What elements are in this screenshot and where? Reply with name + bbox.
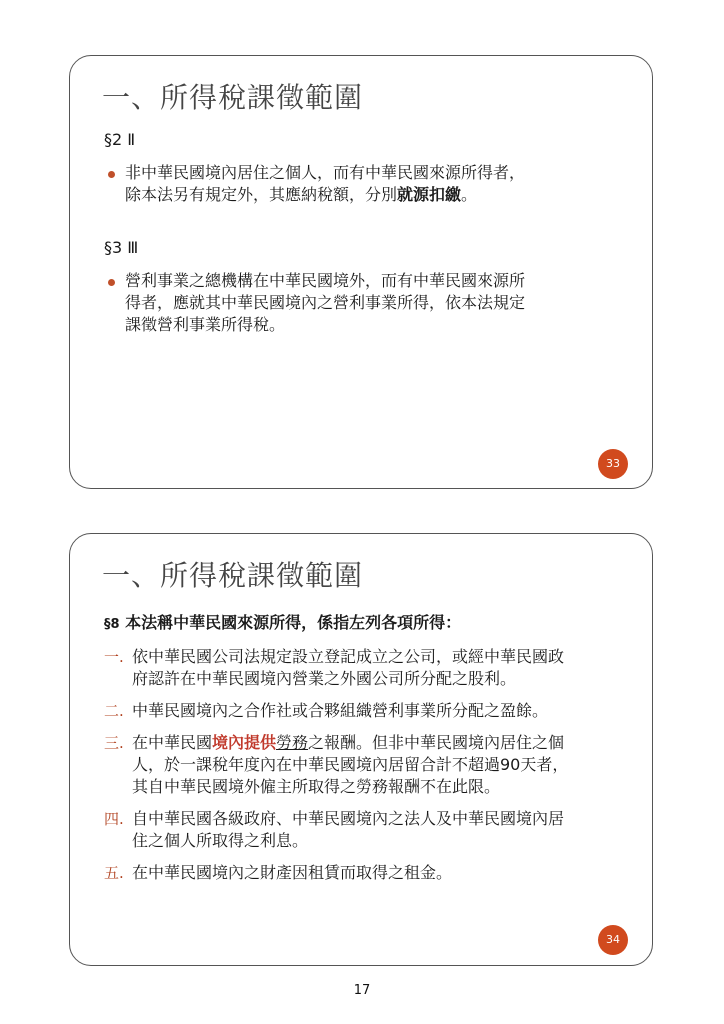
bullet-text: 營利事業之總機構在中華民國境外，而有中華民國來源所 得者，應就其中華民國境內之營利事業所得，依本法規定 課徵營利事業所得稅。: [125, 271, 526, 334]
list-item: [104, 862, 634, 884]
list-item: [104, 808, 634, 852]
item-text: 在中華民國境內提供勞務之報酬。但非中華民國境內居住之個 人，於一課稅年度內在中華民國境內居留合計不超過90天者， 其自中華民國境外僱主所取得之勞務報酬不在此限。: [132, 733, 569, 796]
slide-page-badge: 33: [598, 449, 628, 479]
list-item: [104, 700, 634, 722]
highlighted-text: 境內提供: [212, 733, 277, 752]
underlined-text: 勞務: [276, 733, 309, 752]
item-text: 自中華民國各級政府、中華民國境內之法人及中華民國境內居 住之個人所取得之利息。: [132, 809, 565, 850]
slide-title: 一、所得稅課徵範圍: [102, 559, 364, 592]
section-ref-2-2: §2 Ⅱ: [104, 130, 136, 149]
list-item: [104, 646, 634, 690]
item-number: 三.: [104, 734, 124, 752]
bullet-item: [104, 162, 624, 206]
slide-page-badge: 34: [598, 925, 628, 955]
income-source-list: [104, 646, 634, 894]
page-number: 17: [353, 983, 371, 998]
item-number: 五.: [104, 864, 124, 882]
bullet-item: [104, 270, 624, 336]
list-item: [104, 732, 634, 798]
item-number: 二.: [104, 702, 124, 720]
slide-title: 一、所得稅課徵範圍: [102, 81, 364, 114]
item-text: 在中華民國境內之財產因租賃而取得之租金。: [132, 863, 453, 882]
bullet-text: 非中華民國境內居住之個人，而有中華民國來源所得者， 除本法另有規定外，其應納稅額，分別就源扣繳。: [125, 163, 526, 204]
bullet-dot-icon: [108, 279, 115, 286]
item-text: 中華民國境內之合作社或合夥組織營利事業所分配之盈餘。: [132, 701, 549, 720]
bullet-dot-icon: [108, 171, 115, 178]
section-ref-3-3: §3 Ⅲ: [104, 238, 139, 257]
slide-34: [69, 533, 653, 966]
section-heading: §8 本法稱中華民國來源所得，係指左列各項所得：: [104, 613, 462, 632]
item-number: 一.: [104, 648, 124, 666]
item-number: 四.: [104, 810, 124, 828]
slide-33: [69, 55, 653, 489]
item-text: 依中華民國公司法規定設立登記成立之公司，或經中華民國政 府認許在中華民國境內營業之外國公司所分配之股利。: [132, 647, 565, 688]
